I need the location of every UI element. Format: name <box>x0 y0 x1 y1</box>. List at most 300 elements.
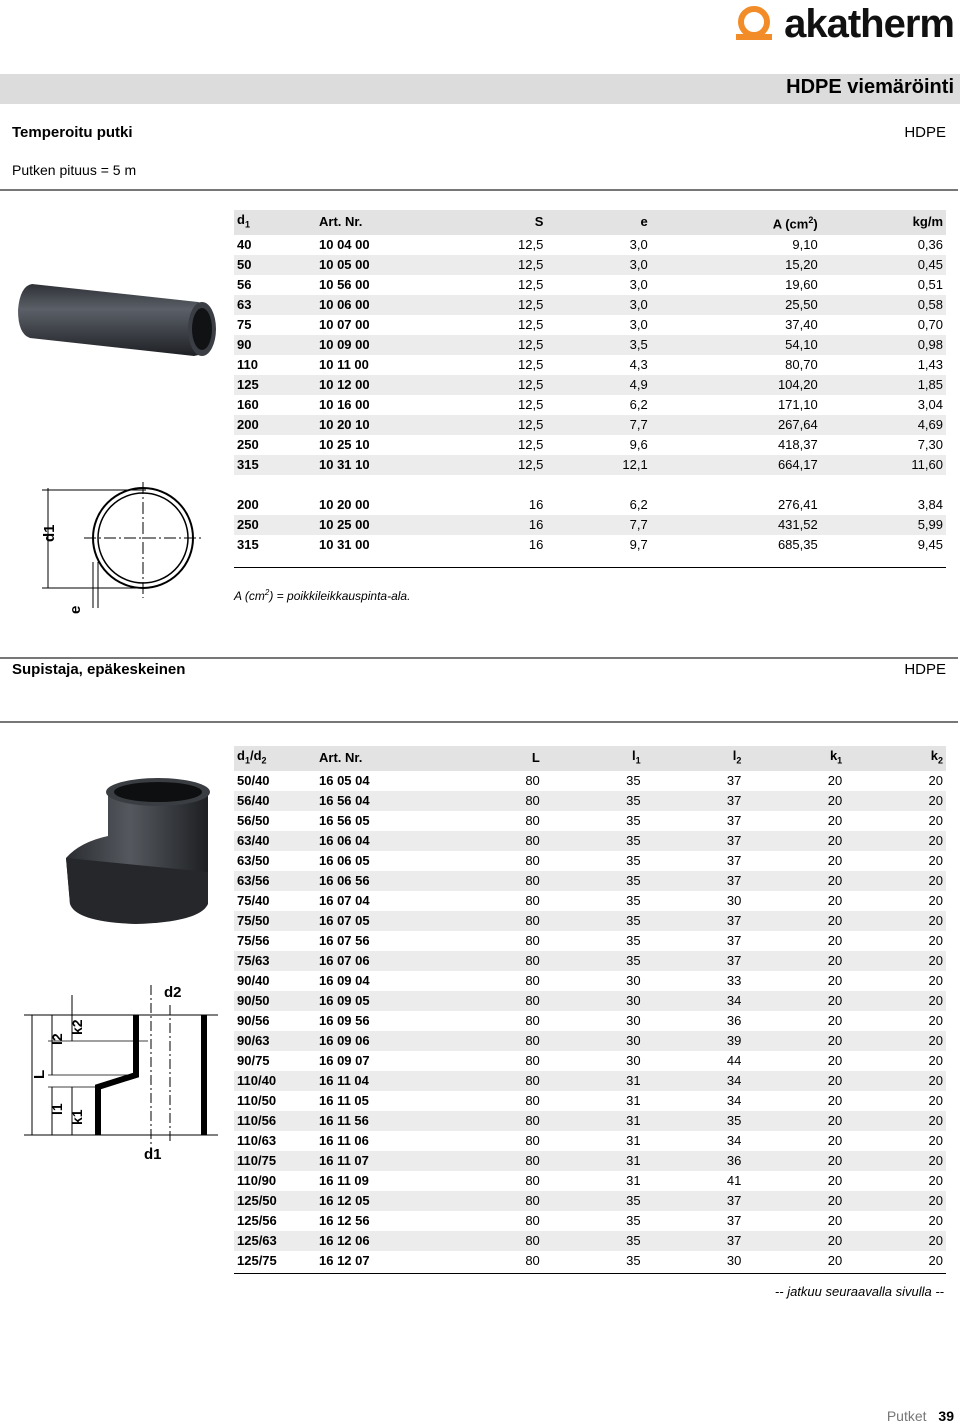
table-cell: 20 <box>827 772 843 788</box>
table-cell: 37 <box>644 831 745 851</box>
table-cell: 35 <box>626 1212 641 1228</box>
table-cell: 3,0 <box>546 295 650 315</box>
table-cell: 80 <box>442 991 543 1011</box>
table-cell: 20 <box>928 892 943 908</box>
table-cell: 34 <box>644 991 745 1011</box>
table-cell: 80 <box>525 852 540 868</box>
table-row <box>234 911 946 931</box>
table-cell: 3,84 <box>917 496 943 512</box>
table-cell: 16 06 56 <box>316 871 442 891</box>
table-row <box>234 355 946 375</box>
table-cell: 35 <box>543 871 644 891</box>
section1-title: Temperoitu putki <box>12 124 133 141</box>
table-cell: 16 12 56 <box>319 1212 370 1228</box>
table-row <box>234 1231 946 1251</box>
continued-note: -- jatkuu seuraavalla sivulla -- <box>774 1284 944 1299</box>
table-cell: 110 <box>237 356 258 372</box>
table-cell: 63/56 <box>234 871 316 891</box>
table-cell: 20 <box>744 1191 845 1211</box>
diagram-label-l1: l1 <box>49 1103 65 1115</box>
table-cell: 90/50 <box>234 991 316 1011</box>
table-cell: 80 <box>525 1052 540 1068</box>
table-cell: 20 <box>827 852 843 868</box>
col-header: Art. Nr. <box>316 746 442 771</box>
table-cell: 34 <box>726 1132 742 1148</box>
table-cell: 16 11 06 <box>319 1132 369 1148</box>
table-cell: 75/63 <box>234 951 316 971</box>
table-row <box>234 791 946 811</box>
table-cell: 56/50 <box>237 812 270 828</box>
diagram-label-e: e <box>67 605 84 614</box>
table-cell: 25,50 <box>651 295 821 315</box>
table-cell: 12,5 <box>442 455 546 475</box>
table-cell: 6,2 <box>629 396 648 412</box>
table-cell: 16 56 04 <box>316 791 442 811</box>
table-cell: 35 <box>543 1191 644 1211</box>
table-cell: 200 <box>234 415 316 435</box>
table-cell: 63/40 <box>234 831 316 851</box>
table-row <box>234 931 946 951</box>
table-cell: 54,10 <box>651 335 821 355</box>
table-cell: 80 <box>442 791 543 811</box>
table-cell: 16 07 04 <box>319 892 370 908</box>
col-header: L <box>442 746 543 771</box>
table-cell: 31 <box>626 1172 641 1188</box>
table-cell: 34 <box>644 1071 745 1091</box>
page-number: 39 <box>938 1408 954 1424</box>
table-cell: 160 <box>237 396 259 412</box>
table-cell: 12,5 <box>518 276 544 292</box>
table-cell: 80 <box>442 831 543 851</box>
table-cell: 3,04 <box>917 396 943 412</box>
table-cell: 80 <box>442 911 543 931</box>
table-cell: 20 <box>928 1252 943 1268</box>
table-cell: 80 <box>525 932 540 948</box>
section2-divider <box>0 721 958 723</box>
table-cell: 20 <box>928 772 943 788</box>
col-header: S <box>442 210 546 235</box>
table-cell: 10 12 00 <box>316 375 442 395</box>
table-cell: 20 <box>827 1212 843 1228</box>
table-row <box>234 275 946 295</box>
table-cell: 171,10 <box>777 396 818 412</box>
table-cell: 34 <box>726 1092 742 1108</box>
table-cell: 6,2 <box>629 496 648 512</box>
brand-name: akatherm <box>784 2 954 46</box>
table-cell: 80 <box>442 1031 543 1051</box>
table-cell: 20 <box>744 1031 845 1051</box>
page-title: HDPE viemäröinti <box>786 76 954 98</box>
table-cell: 110/50 <box>237 1092 277 1108</box>
table-cell: 37 <box>726 772 742 788</box>
table-cell: 16 09 56 <box>319 1012 370 1028</box>
table-cell: 16 09 04 <box>319 972 370 988</box>
table-cell: 10 04 00 <box>319 236 370 252</box>
table-cell: 315 <box>237 536 259 552</box>
table-cell: 20 <box>928 1212 943 1228</box>
table-cell: 10 20 00 <box>319 496 370 512</box>
table-cell: 16 12 05 <box>316 1191 442 1211</box>
table-row <box>234 811 946 831</box>
table-cell: 267,64 <box>651 415 821 435</box>
table-cell: 30 <box>726 1252 742 1268</box>
table-cell: 80 <box>525 772 540 788</box>
table-cell: 20 <box>827 892 843 908</box>
table-row <box>234 1051 946 1071</box>
table-cell: 16 <box>442 515 546 535</box>
table-cell: 10 05 00 <box>316 255 442 275</box>
table-cell: 37 <box>644 1191 745 1211</box>
table-row <box>234 235 946 255</box>
table-cell: 33 <box>726 972 742 988</box>
table-cell: 20 <box>827 1132 843 1148</box>
table-cell: 31 <box>626 1132 641 1148</box>
table-cell: 20 <box>928 1012 943 1028</box>
table-cell: 0,70 <box>917 316 943 332</box>
pipe-cross-section-diagram <box>36 480 226 620</box>
table-cell: 20 <box>744 1151 845 1171</box>
table-cell: 9,10 <box>792 236 818 252</box>
table-cell: 125/75 <box>237 1252 277 1268</box>
table-cell: 63 <box>234 295 316 315</box>
table-cell: 80 <box>442 1231 543 1251</box>
table-cell: 12,5 <box>518 236 544 252</box>
table-cell: 37 <box>726 1212 742 1228</box>
table-cell: 0,98 <box>821 335 946 355</box>
table-cell: 12,5 <box>442 255 546 275</box>
table-cell: 250 <box>234 515 316 535</box>
table-cell: 16 12 07 <box>319 1252 370 1268</box>
table-row <box>234 1191 946 1211</box>
table-cell: 12,5 <box>518 396 544 412</box>
table-cell: 12,5 <box>518 436 544 452</box>
table-cell: 37 <box>644 1231 745 1251</box>
table-cell: 4,9 <box>546 375 650 395</box>
table-cell: 20 <box>928 1132 943 1148</box>
table-cell: 0,51 <box>917 276 943 292</box>
table-cell: 20 <box>827 1012 843 1028</box>
table-cell: 10 11 00 <box>319 356 369 372</box>
table-cell: 110/63 <box>237 1132 277 1148</box>
table-cell: 20 <box>845 1151 946 1171</box>
table-cell: 20 <box>744 871 845 891</box>
table-cell: 10 31 10 <box>316 455 442 475</box>
table-row <box>234 255 946 275</box>
table-cell: 125/50 <box>234 1191 316 1211</box>
table-cell: 200 <box>237 496 259 512</box>
table-cell: 16 06 04 <box>316 831 442 851</box>
table-row <box>234 891 946 911</box>
table-cell: 16 09 05 <box>316 991 442 1011</box>
table-row <box>234 295 946 315</box>
table-cell: 0,58 <box>821 295 946 315</box>
table-cell: 20 <box>744 1231 845 1251</box>
table-row <box>234 515 946 535</box>
table-cell: 90/75 <box>237 1052 270 1068</box>
table-cell: 16 11 05 <box>319 1092 369 1108</box>
table-row <box>234 1091 946 1111</box>
table-cell: 90/40 <box>237 972 270 988</box>
table-cell: 19,60 <box>785 276 818 292</box>
table-cell: 9,6 <box>629 436 648 452</box>
diagram-label-l2: l2 <box>49 1033 65 1045</box>
akatherm-logo-icon <box>732 4 778 44</box>
reducer-dimension-diagram <box>18 975 228 1175</box>
table-cell: 12,5 <box>518 316 544 332</box>
table-cell: 10 20 10 <box>316 415 442 435</box>
table-cell: 110/56 <box>234 1111 316 1131</box>
table-cell: 80 <box>525 1172 540 1188</box>
table-cell: 20 <box>928 1092 943 1108</box>
table-cell: 20 <box>827 972 843 988</box>
diagram-label-d1: d1 <box>41 524 58 542</box>
table-cell: 80 <box>442 951 543 971</box>
table-cell: 90/63 <box>234 1031 316 1051</box>
table-spacer-row <box>234 475 946 495</box>
table-cell: 16 09 07 <box>319 1052 370 1068</box>
table-row <box>234 375 946 395</box>
table-cell: 110/40 <box>234 1071 316 1091</box>
table-row <box>234 951 946 971</box>
col-header: A $(cm^2)$ <box>651 210 821 235</box>
table-cell: 10 25 10 <box>319 436 370 452</box>
section2-top-divider <box>0 657 958 659</box>
table-cell: 31 <box>626 1092 641 1108</box>
table-cell: 12,5 <box>442 415 546 435</box>
table-row <box>234 831 946 851</box>
diagram-label-d1: d1 <box>144 1146 162 1163</box>
table-cell: 36 <box>644 1151 745 1171</box>
table-row <box>234 871 946 891</box>
table-cell: 20 <box>845 831 946 851</box>
table-row <box>234 1011 946 1031</box>
table-cell: 20 <box>845 791 946 811</box>
table-cell: 20 <box>928 972 943 988</box>
table-cell: 20 <box>845 871 946 891</box>
table-cell: 35 <box>644 1111 745 1131</box>
table-cell: 20 <box>744 831 845 851</box>
table-cell: 12,5 <box>442 335 546 355</box>
table-row <box>234 495 946 515</box>
table-cell: 75/56 <box>237 932 270 948</box>
table-cell: 80 <box>525 892 540 908</box>
diagram-label-k1: k1 <box>69 1109 85 1125</box>
table-cell: 35 <box>626 1252 641 1268</box>
table-cell: 4,3 <box>629 356 648 372</box>
table-cell: 16 11 04 <box>316 1071 442 1091</box>
table-cell: 35 <box>626 932 641 948</box>
table-row <box>234 535 946 555</box>
table-cell: 20 <box>928 852 943 868</box>
table-cell: 12,1 <box>546 455 650 475</box>
table-cell: 16 <box>528 536 544 552</box>
table-cell: 40 <box>237 236 252 252</box>
table-cell: 418,37 <box>777 436 818 452</box>
table-cell: 35 <box>626 892 641 908</box>
table-cell: 56 <box>237 276 252 292</box>
table-cell: 7,7 <box>546 415 650 435</box>
table-row <box>234 1171 946 1191</box>
table-cell: 20 <box>827 1092 843 1108</box>
reducer-table <box>234 746 946 1271</box>
table-cell: 16 09 06 <box>316 1031 442 1051</box>
table-cell: 3,0 <box>546 255 650 275</box>
table-row <box>234 395 946 415</box>
table-row <box>234 1131 946 1151</box>
table-cell: 10 07 00 <box>319 316 370 332</box>
diagram-label-k2: k2 <box>69 1019 85 1035</box>
table-cell: 35 <box>543 1231 644 1251</box>
table-cell: 16 07 05 <box>316 911 442 931</box>
table-cell: 90 <box>234 335 316 355</box>
col-header: e <box>546 210 650 235</box>
table-cell: 12,5 <box>442 375 546 395</box>
table-cell: 1,85 <box>821 375 946 395</box>
table-cell: 50 <box>234 255 316 275</box>
table-cell: 16 06 05 <box>319 852 370 868</box>
table-cell: 30 <box>726 892 742 908</box>
table-cell: 30 <box>543 991 644 1011</box>
table-cell: 685,35 <box>777 536 818 552</box>
table-cell: 63/50 <box>237 852 270 868</box>
table-cell: 31 <box>543 1071 644 1091</box>
table-cell: 250 <box>237 436 259 452</box>
table-cell: 3,0 <box>629 236 648 252</box>
table-cell: 16 05 04 <box>319 772 370 788</box>
table-row <box>234 991 946 1011</box>
table-cell: 4,69 <box>821 415 946 435</box>
table-cell: 125 <box>234 375 316 395</box>
table-cell: 10 56 00 <box>319 276 370 292</box>
table-cell: 80 <box>525 1012 540 1028</box>
table1-rule <box>234 567 946 568</box>
table-cell: 80 <box>525 972 540 988</box>
col-header: $d_1/d_2$ <box>234 746 316 771</box>
table-cell: 20 <box>845 1231 946 1251</box>
table-cell: 276,41 <box>777 496 818 512</box>
title-banner <box>0 74 960 104</box>
table-row <box>234 415 946 435</box>
table-cell: 44 <box>726 1052 742 1068</box>
table-cell: 20 <box>827 932 843 948</box>
table-cell: 37 <box>644 911 745 931</box>
table-row <box>234 1251 946 1271</box>
table-row <box>234 1151 946 1171</box>
table-cell: 125/56 <box>237 1212 277 1228</box>
table-row <box>234 771 946 791</box>
table-cell: 35 <box>543 951 644 971</box>
table-cell: 35 <box>626 812 641 828</box>
table-cell: 10 06 00 <box>316 295 442 315</box>
table-header-row <box>234 746 946 771</box>
table-cell: 3,0 <box>629 276 648 292</box>
table-cell: 7,7 <box>546 515 650 535</box>
table-cell: 75 <box>237 316 252 332</box>
table-cell: 80 <box>525 1252 540 1268</box>
table-cell: 104,20 <box>651 375 821 395</box>
table-cell: 31 <box>543 1151 644 1171</box>
table-cell: 37 <box>726 852 742 868</box>
section2-title: Supistaja, epäkeskeinen <box>12 661 186 678</box>
table-cell: 9,45 <box>917 536 943 552</box>
diagram-label-d2: d2 <box>164 984 182 1001</box>
col-header: $d_1$ <box>234 210 316 235</box>
table-cell: 20 <box>744 1071 845 1091</box>
table-cell: 20 <box>744 1111 845 1131</box>
table-cell: 35 <box>626 772 641 788</box>
table-cell: 20 <box>827 1052 843 1068</box>
table-cell: 35 <box>543 791 644 811</box>
table-cell: 20 <box>744 991 845 1011</box>
table-cell: 16 12 06 <box>316 1231 442 1251</box>
table-cell: 20 <box>744 911 845 931</box>
table-cell: 10 16 00 <box>319 396 370 412</box>
table-cell: 50/40 <box>237 772 270 788</box>
footer-label: Putket <box>886 1408 927 1424</box>
table-cell: 30 <box>543 1031 644 1051</box>
pipe-table <box>234 210 946 555</box>
table-cell: 20 <box>744 791 845 811</box>
table-cell: 9,7 <box>629 536 648 552</box>
table-cell: 30 <box>626 1052 641 1068</box>
table-cell: 20 <box>845 1031 946 1051</box>
table-cell: 20 <box>928 1052 943 1068</box>
table-cell: 30 <box>626 972 641 988</box>
col-header: $k_2$ <box>845 746 946 771</box>
table-cell: 37 <box>644 871 745 891</box>
table-cell: 16 11 07 <box>316 1151 442 1171</box>
table-row <box>234 1071 946 1091</box>
table-cell: 20 <box>827 1172 843 1188</box>
table-cell: 5,99 <box>821 515 946 535</box>
table-cell: 3,0 <box>629 316 648 332</box>
col-header: $l_1$ <box>543 746 644 771</box>
table-cell: 20 <box>744 951 845 971</box>
table-header-row <box>234 210 946 235</box>
table-row <box>234 335 946 355</box>
diagram-label-L: L <box>31 1069 48 1079</box>
table-cell: 664,17 <box>651 455 821 475</box>
table-cell: 20 <box>928 812 943 828</box>
table-cell: 20 <box>845 1071 946 1091</box>
table-cell: 16 <box>528 496 544 512</box>
table-row <box>234 1031 946 1051</box>
table-cell: 35 <box>626 852 641 868</box>
brand-logo <box>732 4 954 44</box>
table-row <box>234 1111 946 1131</box>
table-cell: 16 11 56 <box>316 1111 442 1131</box>
table-cell: 1,43 <box>917 356 943 372</box>
table-cell: 80 <box>442 871 543 891</box>
section2-material: HDPE <box>904 661 946 678</box>
pipe-image <box>18 262 228 382</box>
table-row <box>234 315 946 335</box>
table-cell: 30 <box>626 1012 641 1028</box>
table-cell: 80 <box>442 1151 543 1171</box>
table-cell: 20 <box>827 812 843 828</box>
col-header: $l_2$ <box>644 746 745 771</box>
table-cell: 20 <box>845 1191 946 1211</box>
table2-rule <box>234 1273 946 1274</box>
table-cell: 7,30 <box>917 436 943 452</box>
table-cell: 39 <box>644 1031 745 1051</box>
table-cell: 80 <box>442 1111 543 1131</box>
table-cell: 10 09 00 <box>316 335 442 355</box>
table-cell: 20 <box>845 911 946 931</box>
table-cell: 20 <box>928 1172 943 1188</box>
section1-material: HDPE <box>904 124 946 141</box>
table-cell: 20 <box>827 1252 843 1268</box>
